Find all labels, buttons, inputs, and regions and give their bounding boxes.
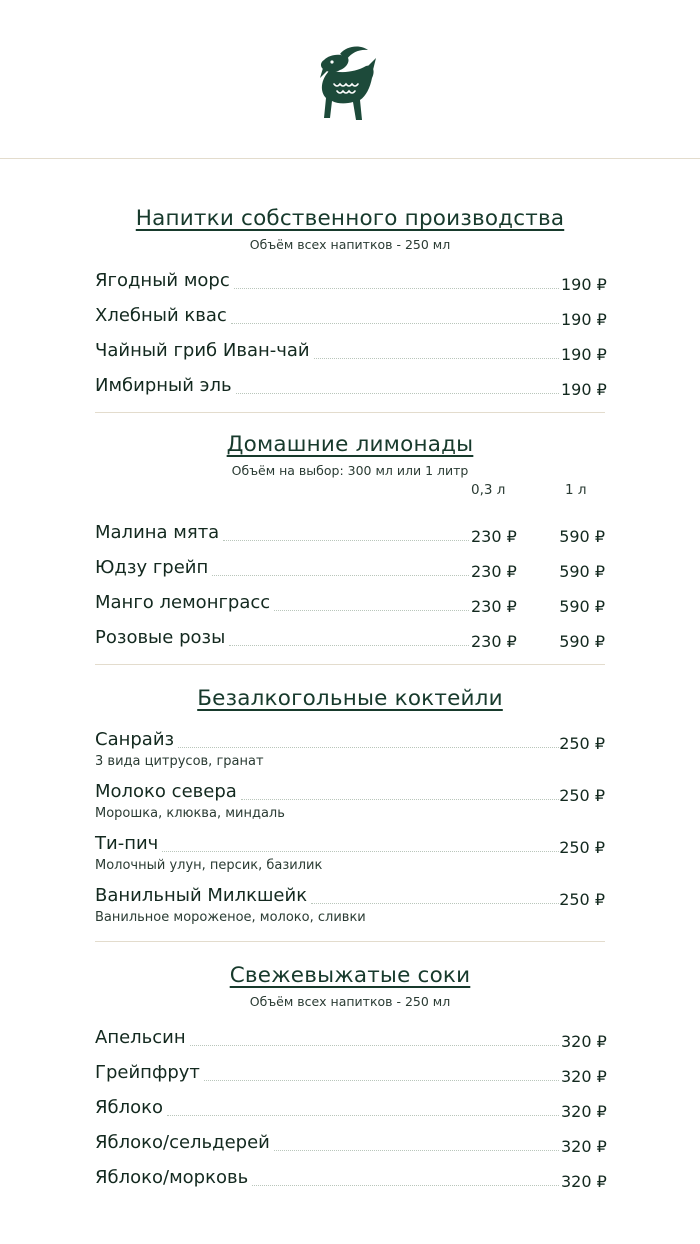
leader-dots (223, 540, 469, 541)
item-name: Манго лемонграсс (95, 592, 271, 613)
item-name: Розовые розы (95, 627, 226, 648)
item-price-large: 590 ₽ (559, 527, 605, 546)
section-title: Напитки собственного производства (135, 206, 565, 231)
item-name: Апельсин (95, 1027, 186, 1048)
item-price: 250 ₽ (559, 734, 605, 753)
item-name: Яблоко/сельдерей (95, 1132, 270, 1153)
menu-item (95, 1122, 605, 1157)
item-price: 250 ₽ (559, 838, 605, 857)
item-name: Чайный гриб Иван-чай (95, 340, 310, 361)
item-price: 320 ₽ (561, 1172, 607, 1191)
leader-dots (231, 323, 559, 324)
item-name: Имбирный эль (95, 375, 232, 396)
menu-item (95, 330, 605, 365)
leader-dots (241, 799, 559, 800)
menu-item (95, 1052, 605, 1087)
item-price-small: 230 ₽ (471, 597, 517, 616)
menu-item (95, 295, 605, 330)
column-headers (95, 478, 605, 502)
section-divider (95, 664, 605, 665)
item-name: Молоко севера (95, 781, 237, 802)
menu-item (95, 777, 605, 829)
leader-dots (162, 851, 559, 852)
menu-item (95, 260, 605, 295)
item-price-large: 590 ₽ (559, 632, 605, 651)
leader-dots (167, 1115, 559, 1116)
menu-item (95, 1157, 605, 1192)
menu-item (95, 617, 605, 652)
item-price: 320 ₽ (561, 1067, 607, 1086)
leader-dots (252, 1185, 559, 1186)
menu-item (95, 829, 605, 881)
item-price-small: 230 ₽ (471, 527, 517, 546)
menu-item (95, 582, 605, 617)
section-juices (95, 963, 605, 1192)
leader-dots (314, 358, 559, 359)
leader-dots (204, 1080, 559, 1081)
item-name: Ванильный Милкшейк (95, 885, 308, 906)
section-lemonades (95, 432, 605, 652)
item-description: 3 вида цитрусов, гранат (95, 754, 264, 769)
item-description: Морошка, клюква, миндаль (95, 806, 285, 821)
item-name: Яблоко/морковь (95, 1167, 249, 1188)
section-title: Свежевыжатые соки (229, 963, 471, 988)
item-price: 190 ₽ (561, 310, 607, 329)
section-subtitle: Объём на выбор: 300 мл или 1 литр (231, 463, 469, 478)
menu-item (95, 365, 605, 400)
section-subtitle: Объём всех напитков - 250 мл (249, 237, 451, 252)
menu-item (95, 547, 605, 582)
leader-dots (229, 645, 469, 646)
item-price: 190 ₽ (561, 275, 607, 294)
item-price: 320 ₽ (561, 1032, 607, 1051)
item-price: 320 ₽ (561, 1102, 607, 1121)
section-subtitle: Объём всех напитков - 250 мл (249, 994, 451, 1009)
section-divider (95, 412, 605, 413)
header-divider (0, 158, 700, 159)
leader-dots (236, 393, 559, 394)
item-price-small: 230 ₽ (471, 562, 517, 581)
leader-dots (212, 575, 469, 576)
item-name: Малина мята (95, 522, 220, 543)
item-description: Молочный улун, персик, базилик (95, 858, 323, 873)
leader-dots (311, 903, 559, 904)
item-price-large: 590 ₽ (559, 597, 605, 616)
item-name: Ти-пич (95, 833, 159, 854)
item-price-small: 230 ₽ (471, 632, 517, 651)
leader-dots (178, 747, 559, 748)
section-cocktails (95, 686, 605, 933)
item-name: Яблоко (95, 1097, 164, 1118)
item-name: Хлебный квас (95, 305, 227, 326)
item-description: Ванильное мороженое, молоко, сливки (95, 910, 366, 925)
item-name: Ягодный морс (95, 270, 230, 291)
leader-dots (234, 288, 559, 289)
menu-item (95, 725, 605, 777)
leader-dots (274, 610, 469, 611)
column-header-small: 0,3 л (471, 482, 506, 498)
menu-item (95, 881, 605, 933)
menu-item (95, 1017, 605, 1052)
goat-logo-icon (310, 44, 380, 124)
item-price: 250 ₽ (559, 890, 605, 909)
leader-dots (190, 1045, 559, 1046)
leader-dots (274, 1150, 559, 1151)
item-price-large: 590 ₽ (559, 562, 605, 581)
item-name: Грейпфрут (95, 1062, 200, 1083)
section-own-drinks (95, 206, 605, 400)
item-price: 190 ₽ (561, 345, 607, 364)
section-title: Домашние лимонады (226, 432, 474, 457)
section-divider (95, 941, 605, 942)
menu-item (95, 512, 605, 547)
item-price: 250 ₽ (559, 786, 605, 805)
section-title: Безалкогольные коктейли (197, 686, 503, 711)
item-name: Санрайз (95, 729, 175, 750)
item-name: Юдзу грейп (95, 557, 209, 578)
item-price: 190 ₽ (561, 380, 607, 399)
menu-item (95, 1087, 605, 1122)
item-price: 320 ₽ (561, 1137, 607, 1156)
column-header-large: 1 л (565, 482, 587, 498)
